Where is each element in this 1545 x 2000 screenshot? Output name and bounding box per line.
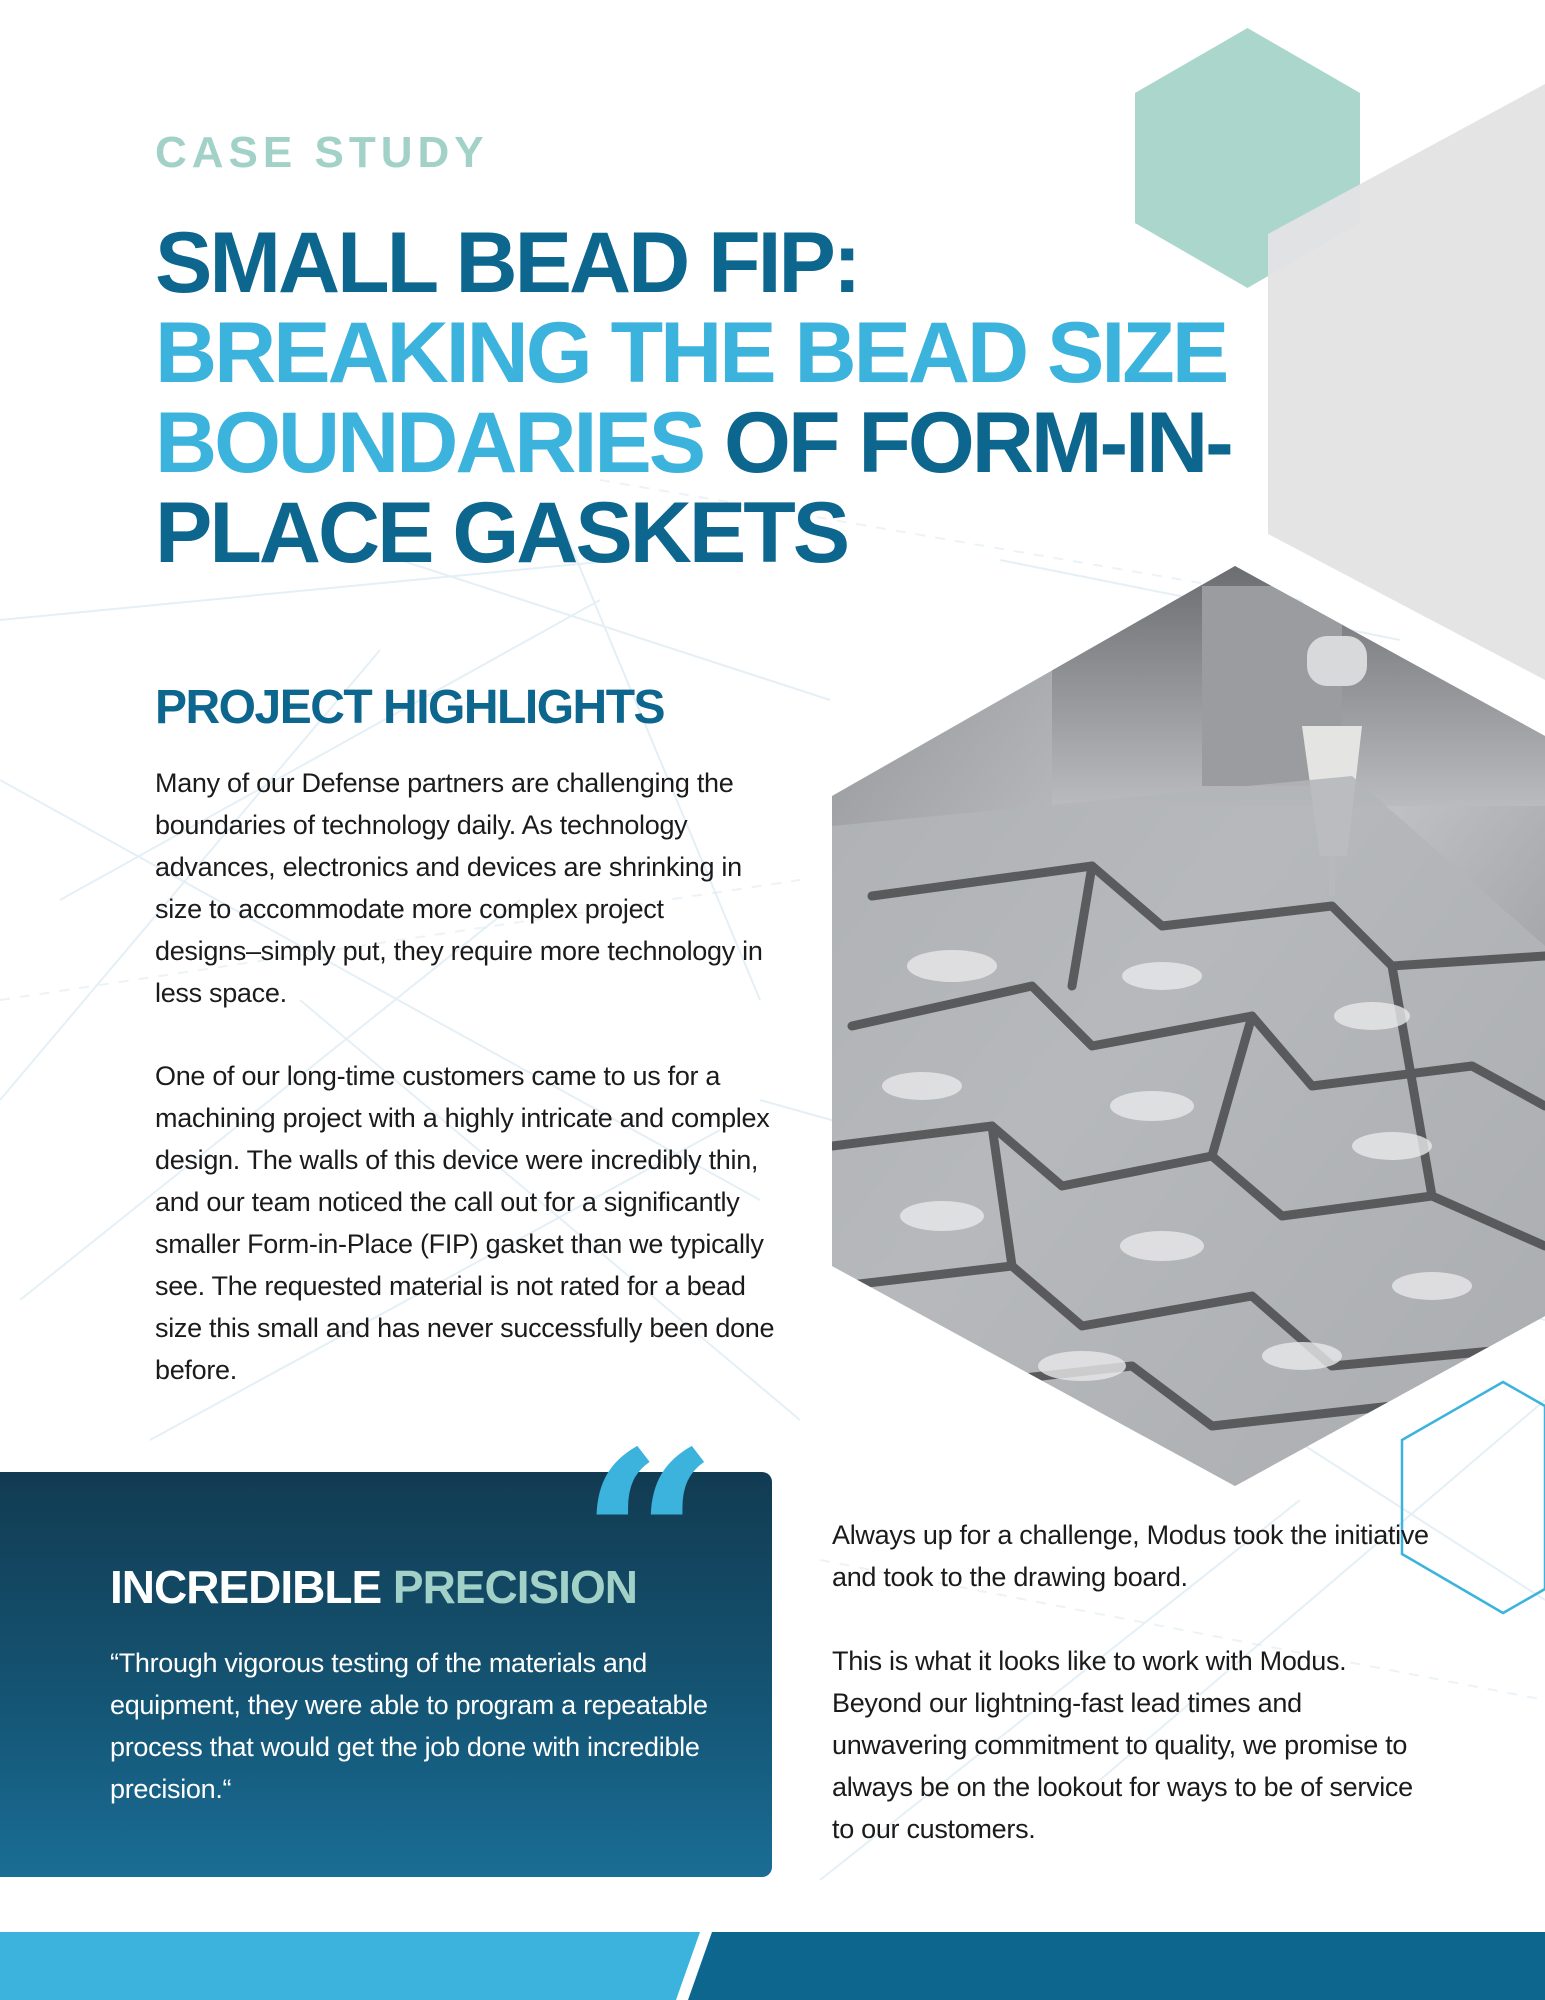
- title-line-3-highlight: BOUNDARIES: [155, 395, 704, 491]
- quote-heading-part-1: INCREDIBLE: [110, 1561, 382, 1613]
- highlights-paragraph-1: Many of our Defense partners are challenging the boundaries of technology daily. As technology advances, electronics and devices are shrinking in size to accommodate more complex project designs–simply put, they require more technology in less space.: [155, 768, 763, 1008]
- eyebrow-label: CASE STUDY: [155, 128, 489, 177]
- section-heading-highlights: PROJECT HIGHLIGHTS: [155, 681, 665, 734]
- quote-heading-part-2: PRECISION: [381, 1561, 637, 1613]
- title-line-2: BREAKING THE BEAD SIZE: [155, 305, 1227, 401]
- quote-mark-icon: “: [580, 1399, 719, 1681]
- footer-color-band: [0, 1932, 1545, 2000]
- title-line-4: PLACE GASKETS: [155, 485, 848, 581]
- closing-paragraph-2: This is what it looks like to work with Modus. Beyond our lightning-fast lead times and unwavering commitment to quality, we promise to always be on the lookout for ways to be of service to our customers.: [832, 1646, 1413, 1844]
- highlights-paragraph-2: One of our long-time customers came to us for a machining project with a highly intricate and complex design. The walls of this device were incredibly thin, and our team noticed the call out for a significantly smaller Form-in-Place (FIP) gasket than we typically see. The requested material is not rated for a bead size this small and has never successfully been done before.: [155, 1061, 775, 1385]
- title-line-3-rest: OF FORM-IN-: [703, 395, 1231, 491]
- quote-text: “Through vigorous testing of the materials and equipment, they were able to program a repeatable process that would get the job done with incredible precision.“: [110, 1648, 708, 1804]
- page-title: [155, 215, 1355, 581]
- title-line-1: SMALL BEAD FIP:: [155, 215, 859, 311]
- gasket-machining-photo: [832, 566, 1545, 1486]
- closing-paragraph-1: Always up for a challenge, Modus took the initiative and took to the drawing board.: [832, 1520, 1429, 1592]
- quote-heading: [110, 1560, 637, 1614]
